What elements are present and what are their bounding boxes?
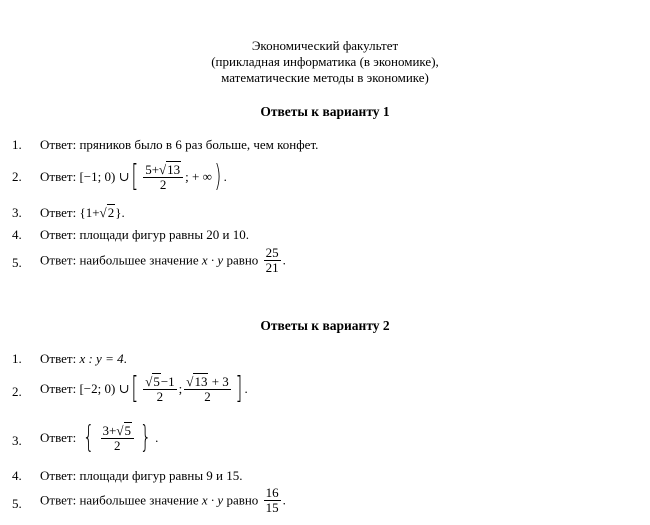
- item-number: 2.: [12, 169, 22, 184]
- v2-answer-5: [0, 486, 650, 522]
- v2-answer-4: [0, 468, 650, 488]
- v2-answer-2: [0, 372, 650, 412]
- answer-expression: Ответ: наибольшее значение x · y равно $\frac{16}{15}$ .: [40, 485, 286, 515]
- answer-text: площади фигур равны 9 и 15.: [79, 468, 243, 483]
- item-number: 1.: [12, 137, 22, 152]
- fraction: $\frac{16}{15}$: [265, 485, 279, 515]
- item-number: 4.: [12, 227, 22, 242]
- answer-text: площади фигур равны 20 и 10.: [79, 227, 250, 242]
- item-number: 3.: [12, 433, 22, 448]
- variant-2-title: Ответы к варианту 2: [260, 318, 390, 333]
- variant-1-title: Ответы к варианту 1: [260, 104, 390, 119]
- item-number: 1.: [12, 351, 22, 366]
- answer-expression: Ответ: [−1; 0) ∪[ $\frac{5+√13}{2}$ ; + ∞) .: [40, 159, 227, 194]
- answer-label: Ответ: площади фигур равны 20 и 10.: [40, 227, 250, 242]
- fraction: $\frac{√13 + 3}{2}$: [186, 373, 229, 404]
- item-number: 3.: [12, 205, 22, 220]
- item-number: 5.: [12, 255, 22, 270]
- item-number: 2.: [12, 384, 22, 399]
- fraction: $\frac{25}{21}$: [265, 245, 279, 275]
- answer-expression: Ответ: {1+√2}.: [40, 205, 125, 220]
- faculty-header: [0, 38, 650, 86]
- answer-expression: Ответ: x : y = 4.: [40, 351, 127, 366]
- item-number: 5.: [12, 496, 22, 511]
- header-line-2: (прикладная информатика (в экономике),: [211, 54, 439, 69]
- v1-answer-5: [0, 246, 650, 282]
- header-line-1: Экономический факультет: [251, 38, 399, 53]
- v1-answer-2: [0, 159, 650, 196]
- item-number: 4.: [12, 468, 22, 483]
- fraction: $\frac{5+√13}{2}$: [143, 163, 183, 192]
- answer-label: Ответ: площади фигур равны 9 и 15.: [40, 468, 243, 483]
- header-line-3: математические методы в экономике): [221, 70, 429, 85]
- fraction: $\frac{√5-1}{2}$: [145, 373, 175, 404]
- answer-label: Ответ: пряников было в 6 раз больше, чем конфет.: [40, 137, 319, 152]
- answer-expression: Ответ: [−2; 0) ∪[ $\frac{√5-1}{2}$ ; $\frac{√13 + 3}{2}$ ] .: [40, 371, 248, 406]
- v1-answer-3: [0, 205, 650, 225]
- v2-answer-1: [0, 351, 650, 371]
- answer-expression: Ответ: { $\frac{3+√5}{2}$ } .: [40, 420, 159, 455]
- v2-answer-3: [0, 421, 650, 461]
- v1-answer-1: [0, 137, 650, 157]
- fraction: $\frac{3+√5}{2}$: [101, 424, 134, 453]
- answer-text: пряников было в 6 раз больше, чем конфет.: [79, 137, 319, 152]
- v1-answer-4: [0, 227, 650, 247]
- answer-expression: Ответ: наибольшее значение x · y равно $\frac{25}{21}$ .: [40, 245, 286, 275]
